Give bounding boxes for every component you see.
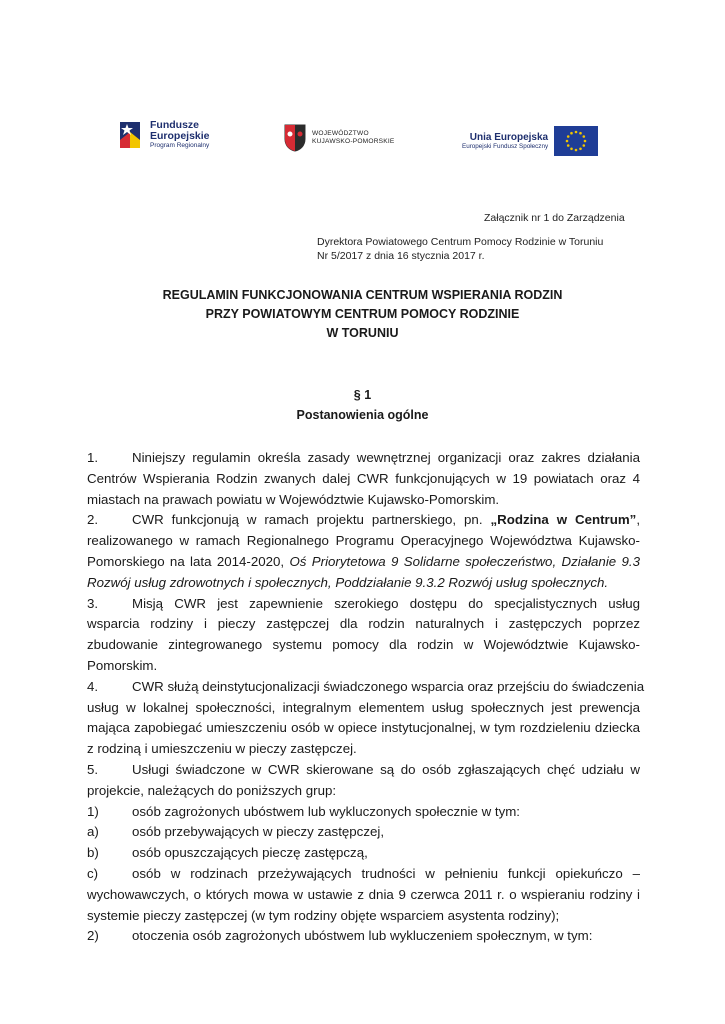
document-body: [87, 448, 645, 947]
kp-logo-line2: KUJAWSKO-POMORSKIE: [312, 138, 395, 145]
list-item: [87, 843, 640, 864]
paragraph-text: Usługi świadczone w CWR skierowane są do osób zgłaszających chęć udziału w: [132, 761, 640, 777]
paragraph-4-line-3: mająca zapobiegać umieszczeniu osób w opiece instytucjonalnej, w tym rozdzieleniu dziecka: [87, 720, 640, 736]
list-item: [87, 926, 640, 947]
coat-of-arms-icon: [284, 124, 306, 152]
title-line-2: PRZY POWIATOWYM CENTRUM POMOCY RODZINIE: [205, 307, 520, 321]
fundusze-europejskie-logo: [118, 118, 210, 152]
paragraph-text: ,: [636, 512, 641, 528]
paragraph-number: 2.: [87, 512, 99, 528]
list-text: osób przebywających w pieczy zastępczej,: [132, 824, 385, 840]
ue-logo-line1: Unia Europejska: [469, 131, 549, 143]
paragraph-5-line-1: [87, 760, 640, 781]
paragraph-4-line-1: [87, 677, 645, 698]
paragraph-2-line-4: Rozwój usług zdrowotnych i społecznych, Poddziałanie 9.3.2 Rozwój usług społecznych.: [87, 574, 609, 590]
paragraph-number: 4.: [87, 678, 99, 694]
annex-line-2: Dyrektora Powiatowego Centrum Pomocy Rodzinie w Toruniu: [317, 236, 604, 248]
list-text: otoczenia osób zagrożonych ubóstwem lub wykluczeniem społecznym, w tym:: [132, 928, 593, 944]
title-line-1: REGULAMIN FUNKCJONOWANIA CENTRUM WSPIERANIA RODZIN: [162, 288, 563, 302]
list-item-c-line-2: wychowawczych, o których mowa w ustawie z dnia 9 czerwca 2011 r. o wspieraniu rodziny i: [87, 886, 640, 902]
annex-line-1: Załącznik nr 1 do Zarządzenia: [484, 212, 625, 224]
document-title: [0, 286, 725, 343]
list-item-c-line-3: systemie pieczy zastępczej (w tym rodziny objęte wsparciem asystenta rodziny);: [87, 907, 560, 923]
kp-logo-line1: WOJEWÓDZTWO: [312, 130, 369, 138]
paragraph-4-line-4: z rodziną i umieszczeniu w pieczy zastępczej.: [87, 741, 357, 757]
paragraph-1-line-3: miastach na prawach powiatu w Województwie Kujawsko-Pomorskim.: [87, 491, 500, 507]
paragraph-text: Misją CWR jest zapewnienie szerokiego dostępu do specjalistycznych usług: [132, 595, 640, 611]
paragraph-2-line-2: realizowanego w ramach Regionalnego Programu Operacyjnego Województwa Kujawsko-: [87, 533, 640, 549]
paragraph-1-line-2: Centrów Wspierania Rodzin zwanych dalej CWR funkcjonujących w 19 powiatach oraz 4: [87, 470, 640, 486]
fe-logo-line2: Europejskie: [150, 130, 210, 143]
kujawsko-pomorskie-logo: [284, 124, 395, 152]
paragraph-4-line-2: usług w lokalnej społeczności, integralnym elementem usług społecznych jest prewencja: [87, 699, 640, 715]
list-text: osób opuszczających pieczę zastępczą,: [132, 845, 368, 861]
paragraph-number: 1.: [87, 450, 99, 465]
logo-bar: [0, 118, 725, 168]
list-marker: a): [87, 824, 99, 840]
fe-logo-line3: Program Regionalny: [150, 142, 210, 150]
list-text: osób w rodzinach przeżywających trudności w pełnieniu funkcji opiekuńczo –: [132, 865, 640, 881]
paragraph-text: CWR funkcjonują w ramach projektu partnerskiego, pn.: [132, 512, 483, 528]
title-line-3: W TORUNIU: [326, 326, 399, 340]
list-marker: 2): [87, 928, 99, 944]
paragraph-2-line-3: [87, 552, 640, 573]
paragraph-3-line-2: wsparcia rodziny i pieczy zastępczej dla rodzin naturalnych i zastępczych poprzez: [87, 616, 640, 632]
section-number: § 1: [353, 388, 372, 402]
paragraph-text: CWR służą deinstytucjonalizacji świadczonego wsparcia oraz przejściu do świadczenia: [132, 678, 645, 694]
list-text: osób zagrożonych ubóstwem lub wykluczonych społecznie w tym:: [132, 803, 521, 819]
paragraph-2-line-1: [87, 510, 640, 531]
paragraph-text: Niniejszy regulamin określa zasady wewnętrznej organizacji oraz zakres działania: [132, 450, 640, 465]
paragraph-text: Pomorskiego na lata 2014-2020,: [87, 553, 285, 569]
paragraph-number: 3.: [87, 595, 99, 611]
list-marker: 1): [87, 803, 99, 819]
fe-logo-line1: Fundusze: [150, 119, 199, 132]
unia-europejska-logo: [462, 126, 598, 156]
eu-flag-icon: [554, 126, 598, 156]
section-heading: [0, 385, 725, 425]
priority-axis-text: Oś Priorytetowa 9 Solidarne społeczeństwo, Działanie 9.3: [289, 553, 640, 569]
paragraph-1-line-1: [87, 448, 640, 469]
annex-line-3: Nr 5/2017 z dnia 16 stycznia 2017 r.: [317, 250, 485, 262]
list-item: [87, 822, 640, 843]
paragraph-3-line-4: Pomorskim.: [87, 657, 158, 673]
fundusze-europejskie-icon: [118, 118, 144, 152]
paragraph-number: 5.: [87, 761, 99, 777]
paragraph-5-line-2: projekcie, należących do poniższych grup:: [87, 782, 337, 798]
ue-logo-line2: Europejski Fundusz Społeczny: [462, 143, 549, 151]
project-name: „Rodzina w Centrum”: [490, 512, 637, 528]
paragraph-3-line-1: [87, 594, 640, 615]
list-item-c-line-1: [87, 864, 640, 885]
list-marker: c): [87, 865, 99, 881]
list-item: [87, 802, 640, 823]
paragraph-3-line-3: zbudowanie zintegrowanego systemu pomocy dla rodzin w Województwie Kujawsko-: [87, 637, 640, 653]
list-marker: b): [87, 845, 99, 861]
section-title: Postanowienia ogólne: [296, 408, 429, 422]
